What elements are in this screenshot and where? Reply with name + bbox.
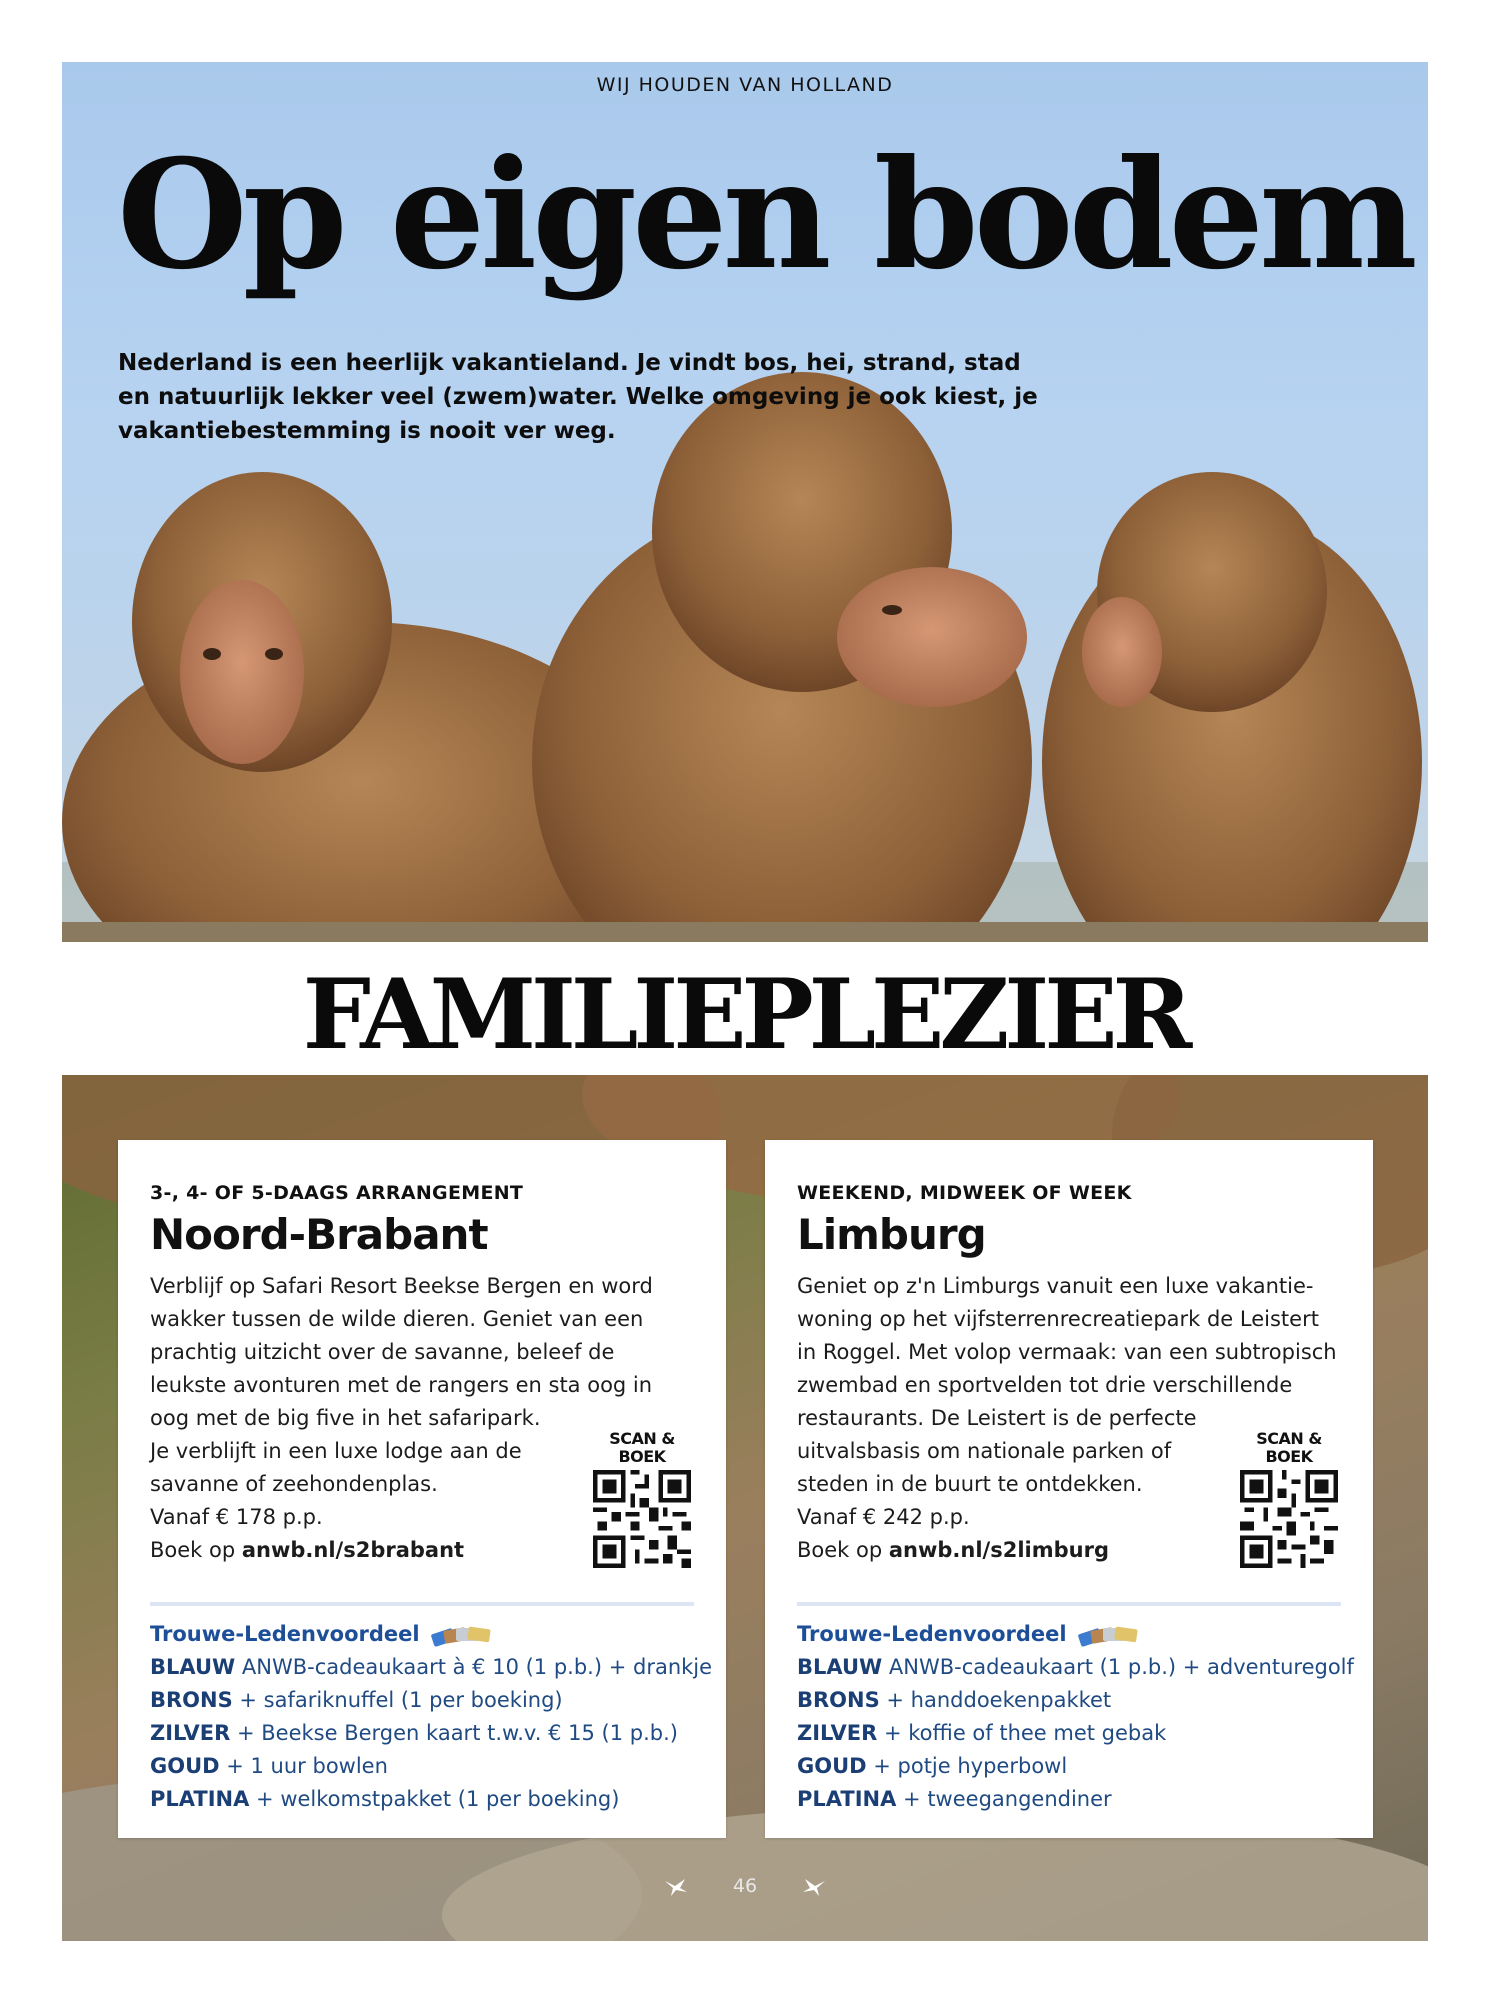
body-line: in Roggel. Met volop vermaak: van een subtropisch [797, 1340, 1337, 1365]
body-line: Geniet op z'n Limburgs vanuit een luxe vakantie- [797, 1274, 1314, 1299]
intro-line: Nederland is een heerlijk vakantieland. Je vindt bos, hei, strand, stad [118, 350, 1021, 376]
benefit-text: + safariknuffel (1 per boeking) [232, 1688, 563, 1712]
hero-photo [62, 62, 1428, 942]
bird-icon [663, 1877, 689, 1897]
benefit-row [150, 1750, 706, 1783]
benefit-row [797, 1717, 1353, 1750]
book-link[interactable]: anwb.nl/s2brabant [241, 1538, 465, 1563]
benefit-row [797, 1684, 1353, 1717]
body-line: steden in de buurt te ontdekken. [797, 1472, 1143, 1497]
body-line: zwembad en sportvelden tot drie verschillende [797, 1373, 1293, 1398]
benefit-text: + welkomstpakket (1 per boeking) [249, 1787, 620, 1811]
benefit-text: + Beekse Bergen kaart t.w.v. € 15 (1 p.b.) [230, 1721, 678, 1745]
benefit-level: GOUD [150, 1754, 220, 1778]
card-tag: WEEKEND, MIDWEEK OF WEEK [797, 1182, 1132, 1204]
benefit-text: + handdoekenpakket [879, 1688, 1112, 1712]
body-line: Verblijf op Safari Resort Beekse Bergen en word [150, 1274, 653, 1299]
page-title: Op eigen bodem [117, 127, 1413, 303]
qr-label: SCAN & [609, 1429, 675, 1448]
page-number: 46 [732, 1875, 758, 1897]
book-prefix: Boek op [150, 1538, 242, 1563]
benefit-level: BRONS [150, 1688, 233, 1712]
divider [150, 1602, 694, 1606]
benefit-level: ZILVER [150, 1721, 231, 1745]
benefit-level: ZILVER [797, 1721, 878, 1745]
body-line: Je verblijft in een luxe lodge aan de [150, 1439, 522, 1464]
benefit-level: PLATINA [797, 1787, 897, 1811]
divider [797, 1602, 1341, 1606]
body-line: wakker tussen de wilde dieren. Geniet van een [150, 1307, 644, 1332]
body-line: leukste avonturen met de rangers en sta oog in [150, 1373, 653, 1398]
benefit-text: ANWB-cadeaukaart (1 p.b.) + adventuregolf [882, 1655, 1354, 1679]
benefit-level: BLAUW [150, 1655, 236, 1679]
body-line: savanne of zeehondenplas. [150, 1472, 438, 1497]
benefit-text: ANWB-cadeaukaart à € 10 (1 p.b.) + drankje [235, 1655, 713, 1679]
qr-code-icon[interactable] [1240, 1470, 1338, 1568]
page-footer [0, 1875, 1490, 1897]
offer-card-noord-brabant [118, 1140, 726, 1838]
body-line: woning op het vijfsterrenrecreatiepark de Leistert [797, 1307, 1319, 1332]
benefit-row [150, 1717, 706, 1750]
qr-label: BOEK [1265, 1447, 1313, 1466]
benefit-row [797, 1750, 1353, 1783]
intro-text [118, 346, 1118, 448]
offer-card-limburg [765, 1140, 1373, 1838]
qr-block[interactable] [590, 1430, 694, 1568]
intro-line: en natuurlijk lekker veel (zwem)water. Welke omgeving je ook kiest, je [118, 384, 1038, 410]
book-prefix: Boek op [797, 1538, 889, 1563]
benefit-text: + koffie of thee met gebak [877, 1721, 1167, 1745]
body-line: uitvalsbasis om nationale parken of [797, 1439, 1172, 1464]
benefit-level: BLAUW [797, 1655, 883, 1679]
section-title: FAMILIEPLEZIER [302, 958, 1188, 1071]
body-line: prachtig uitzicht over de savanne, beleef de [150, 1340, 615, 1365]
member-benefits [150, 1618, 713, 1816]
membership-cards-icon [1077, 1623, 1141, 1647]
benefits-title: Trouwe-Ledenvoordeel [150, 1622, 420, 1646]
benefit-text: + potje hyperbowl [866, 1754, 1068, 1778]
card-tag: 3-, 4- OF 5-DAAGS ARRANGEMENT [150, 1182, 524, 1204]
qr-label: SCAN & [1256, 1429, 1322, 1448]
benefit-row [797, 1783, 1353, 1816]
benefits-heading [797, 1618, 1353, 1651]
benefit-level: PLATINA [150, 1787, 250, 1811]
qr-block[interactable] [1237, 1430, 1341, 1568]
qr-label: BOEK [618, 1447, 666, 1466]
intro-line: vakantiebestemming is nooit ver weg. [118, 418, 616, 444]
benefit-row [150, 1684, 706, 1717]
qr-code-icon[interactable] [593, 1470, 691, 1568]
price: Vanaf € 242 p.p. [797, 1505, 970, 1530]
benefit-row [150, 1651, 713, 1684]
card-destination: Noord-Brabant [150, 1210, 488, 1259]
membership-cards-icon [430, 1623, 494, 1647]
book-link[interactable]: anwb.nl/s2limburg [888, 1538, 1109, 1563]
benefits-title: Trouwe-Ledenvoordeel [797, 1622, 1067, 1646]
body-line: restaurants. De Leistert is de perfecte [797, 1406, 1197, 1431]
benefit-row [150, 1783, 706, 1816]
benefit-text: + 1 uur bowlen [219, 1754, 388, 1778]
benefit-level: GOUD [797, 1754, 867, 1778]
member-benefits [797, 1618, 1353, 1816]
price: Vanaf € 178 p.p. [150, 1505, 323, 1530]
benefit-text: + tweegangendiner [896, 1787, 1112, 1811]
benefits-heading [150, 1618, 706, 1651]
section-kicker: WIJ HOUDEN VAN HOLLAND [596, 74, 894, 96]
benefit-level: BRONS [797, 1688, 880, 1712]
body-line: oog met de big five in het safaripark. [150, 1406, 541, 1431]
card-destination: Limburg [797, 1210, 986, 1259]
benefit-row [797, 1651, 1353, 1684]
bird-icon [801, 1877, 827, 1897]
